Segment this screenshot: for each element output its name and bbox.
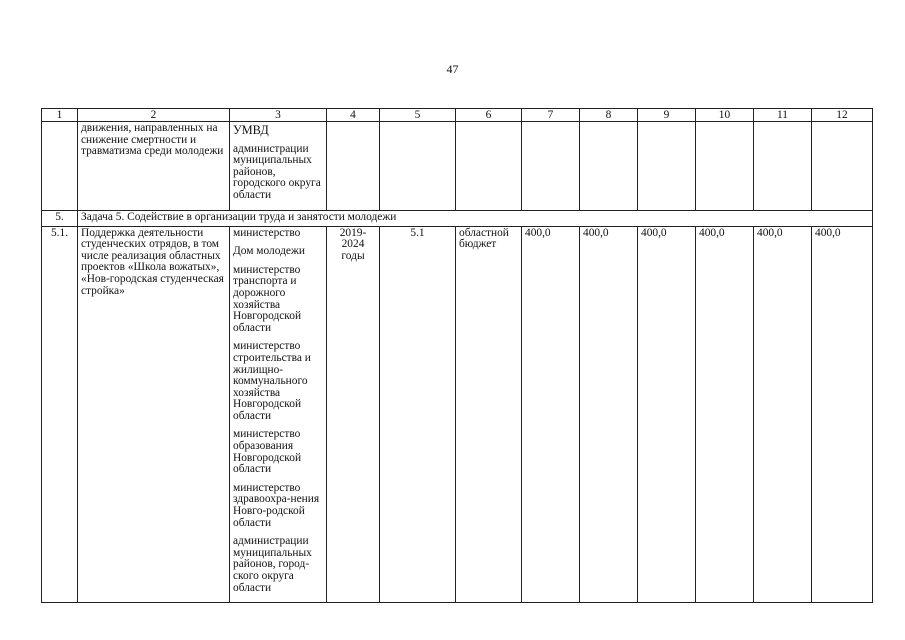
responsible-item: администрации муниципальных районов, городского округа области (233, 142, 321, 201)
value-cell: 400,0 (638, 226, 696, 603)
header-cell: 7 (522, 109, 580, 122)
responsible-item: администрации муниципальных районов, город-ского округа области (233, 535, 312, 594)
header-cell: 2 (78, 109, 230, 122)
source-cell (456, 122, 522, 211)
page-number: 47 (446, 62, 459, 76)
header-cell: 9 (638, 109, 696, 122)
target-cell (380, 122, 456, 211)
responsible-item: Дом молодежи (233, 245, 305, 258)
task-title-cell: Задача 5. Содействие в организации труда и занятости молодежи (78, 210, 873, 226)
responsible-item: министерство транспорта и дорожного хозяйства Новгородской области (233, 263, 302, 334)
table-row-continued (42, 122, 873, 211)
header-cell: 3 (230, 109, 327, 122)
value-cell: 400,0 (754, 226, 812, 603)
responsible-item: министерство здравоохра-нения Новго-родской области (233, 481, 320, 529)
value-cell (754, 122, 812, 211)
header-cell: 4 (327, 109, 380, 122)
value-cell: 400,0 (812, 226, 873, 603)
program-table (41, 108, 873, 603)
period-cell: 2019-2024 годы (327, 226, 380, 603)
table-row-item (42, 226, 873, 603)
measure-name-cell: движения, направленных на снижение смертности и травматизма среди молодежи (78, 122, 230, 211)
header-cell: 6 (456, 109, 522, 122)
table-row-task (42, 210, 873, 226)
responsible-cell (230, 122, 327, 211)
target-cell: 5.1 (380, 226, 456, 603)
responsible-item: министерство (233, 226, 301, 239)
header-cell: 8 (580, 109, 638, 122)
header-row (42, 109, 873, 122)
value-cell (638, 122, 696, 211)
row-number-cell: 5.1. (42, 226, 78, 603)
header-cell: 12 (812, 109, 873, 122)
value-cell (522, 122, 580, 211)
row-number-cell (42, 122, 78, 211)
value-cell (580, 122, 638, 211)
value-cell: 400,0 (522, 226, 580, 603)
value-cell: 400,0 (696, 226, 754, 603)
value-cell (696, 122, 754, 211)
measure-name-cell: Поддержка деятельности студенческих отрядов, в том числе реализация областных проектов «Школа вожатых», «Нов-городская студенческая стройка» (78, 226, 230, 603)
period-cell (327, 122, 380, 211)
source-cell: областной бюджет (456, 226, 522, 603)
value-cell: 400,0 (580, 226, 638, 603)
row-number-cell: 5. (42, 210, 78, 226)
header-cell: 10 (696, 109, 754, 122)
responsible-item: министерство строительства и жилищно-коммунального хозяйства Новгородской области (233, 340, 311, 422)
responsible-item: министерство образования Новгородской области (233, 428, 302, 476)
header-cell: 5 (380, 109, 456, 122)
value-cell (812, 122, 873, 211)
responsible-cell (230, 226, 327, 603)
header-cell: 11 (754, 109, 812, 122)
header-cell: 1 (42, 109, 78, 122)
responsible-item: УМВД (233, 123, 269, 137)
